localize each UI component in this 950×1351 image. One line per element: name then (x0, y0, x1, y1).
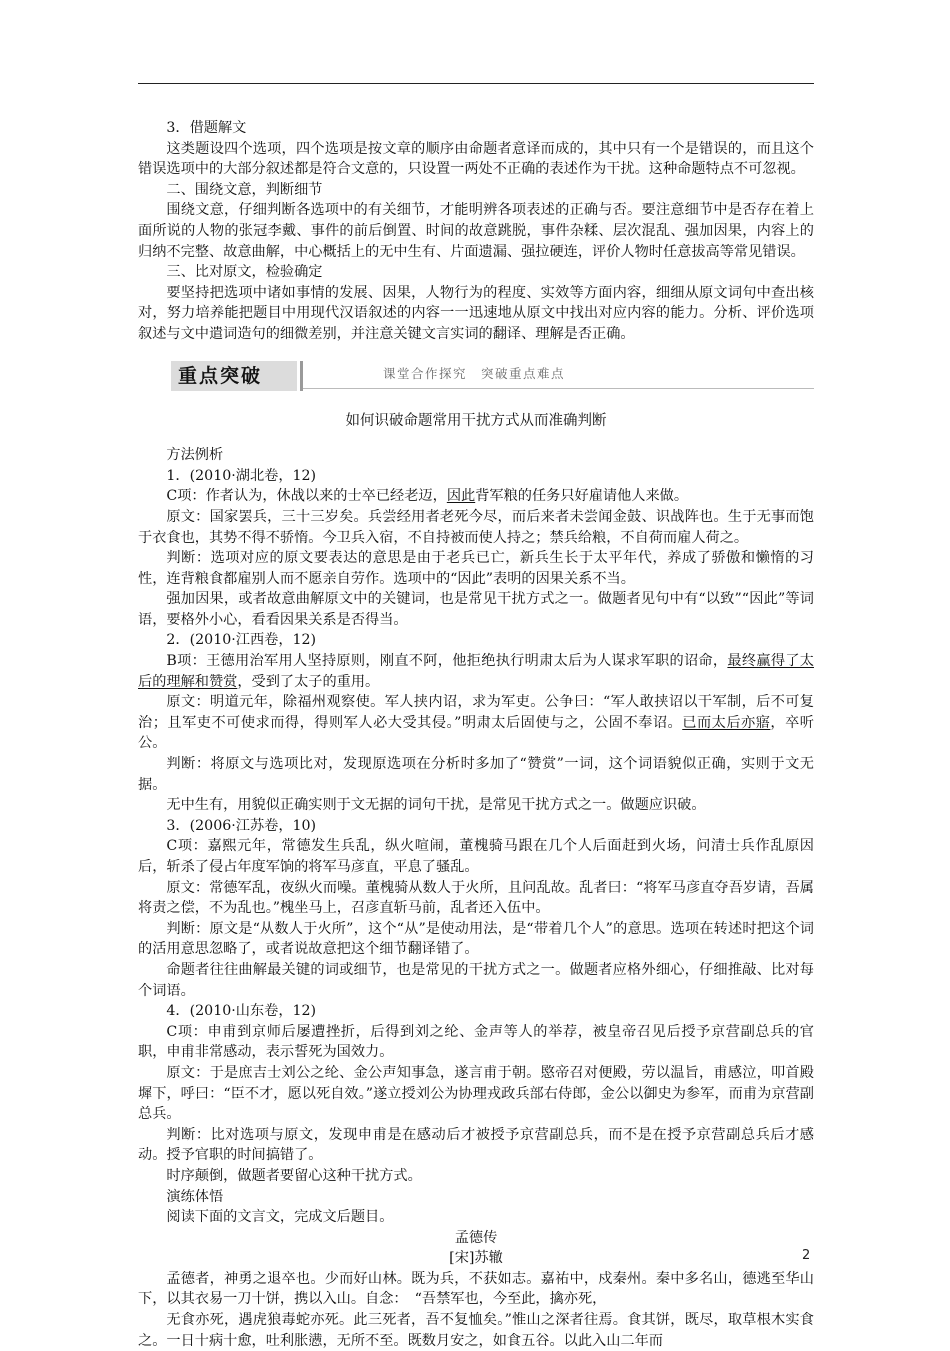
paragraph: 这类题设四个选项，四个选项是按文章的顺序由命题者意译而成的，其中只有一个是错误的，而且这个错误选项中的大部分叙述都是符合文意的，只设置一两处不正确的表述作为干扰。这种命题特点不可忽视。 (138, 140, 814, 178)
option-statement: C项：嘉熙元年，常德发生兵乱，纵火喧闹，董槐骑马跟在几个人后面赶到火场，问清士兵作乱原因后，斩杀了侵占年度军饷的将军马彦直，平息了骚乱。 (138, 838, 814, 875)
judgement: 判断：原文是“从数人于火所”，这个“从”是使动用法，是“带着几个人”的意思。选项在转述时把这个词的活用意思忽略了，或者说故意把这个细节翻译错了。 (138, 920, 814, 958)
banner-title: 重点突破 (178, 364, 263, 387)
passage-author: [宋]苏辙 (449, 1250, 503, 1267)
option-statement: C项：申甫到京师后屡遭挫折，后得到刘之纶、金声等人的举荐，被皇帝召见后授予京营副总兵的官职，申甫非常感动，表示誓死为国效力。 (138, 1023, 814, 1061)
subheading-compare: 三、比对原文，检验确定 (166, 264, 323, 281)
banner-underline (303, 388, 814, 389)
judgement: 判断：比对选项与原文，发现申甫是在感动后才被授予京营副总兵，而不是在授予京营副总兵后才感动。授予官职的时间搞错了。 (138, 1126, 814, 1164)
underlined-phrase: 已而太后亦寤 (682, 714, 771, 731)
example-heading: 2．(2010·江西卷，12) (166, 632, 317, 649)
practice-label: 演练体悟 (166, 1188, 224, 1205)
header-rule (138, 83, 814, 84)
tip: 强加因果，或者故意曲解原文中的关键词，也是常见干扰方式之一。做题者见句中有“以致”“因此”等词语，要格外小心，看看因果关系是否得当。 (138, 591, 814, 628)
subheading-detail: 二、围绕文意，判断细节 (166, 181, 323, 198)
option-statement: B项：王德用治军用人坚持原则，刚直不阿，他拒绝执行明肃太后为人谋求军职的诏命，最终赢得了太后的理解和赞赏，受到了太子的重用。 (138, 653, 814, 690)
original-text: 原文：常德军乱，夜纵火而噪。董槐骑从数人于火所，且问乱故。乱者曰：“将军马彦直夺吾岁请，吾属将责之偿，不为乱也。”槐坐马上，召彦直斩马前，乱者还入伍中。 (138, 879, 814, 917)
paragraph: 要坚持把选项中诸如事情的发展、因果，人物行为的程度、实效等方面内容，细细从原文词句中查出核对，努力培养能把题目中用现代汉语叙述的内容一一迅速地从原文中找出对应内容的能力。分析、评价选项叙述与文中遣词造句的细微差别，并注意关键文言实词的翻译、理解是否正确。 (138, 284, 814, 342)
practice-instruction: 阅读下面的文言文，完成文后题目。 (166, 1209, 394, 1226)
banner-subtitle: 课堂合作探究 突破重点难点 (383, 365, 566, 381)
judgement: 判断：将原文与选项比对，发现原选项在分析时多加了“赞赏”一词，这个词语貌似正确，实则于文无据。 (138, 756, 814, 793)
tip: 无中生有，用貌似正确实则于文无据的词句干扰，是常见干扰方式之一。做题应识破。 (166, 797, 706, 814)
paragraph: 围绕文意，仔细判断各选项中的有关细节，才能明辨各项表述的正确与否。要注意细节中是否存在着上面所说的人物的张冠李戴、事件的前后倒置、时间的故意跳脱，事件杂糅、层次混乱、强加因果，内容上的归纳不完整、故意曲解，中心概括上的无中生有、片面遗漏、强拉硬连，评价人物时任意拔高等常见错误。 (138, 202, 814, 260)
subheading-borrow: 3．借题解文 (166, 120, 247, 136)
option-statement: C项：作者认为，休战以来的士卒已经老迈，因此背军粮的任务只好雇请他人来做。 (166, 488, 689, 505)
tip: 命题者往往曲解最关键的词或细节，也是常见的干扰方式之一。做题者应格外细心，仔细推敲、比对每个词语。 (138, 961, 814, 999)
underlined-phrase: 因此 (446, 488, 476, 505)
passage-paragraph: 无食亦死，遇虎狼毒蛇亦死。此三死者，吾不复恤矣。”惟山之深者往焉。食其饼，既尽，取草根木实食之。一日十病十愈，吐利胀懑，无所不至。既数月安之，如食五谷。以此入山二年而 (138, 1312, 814, 1349)
original-text: 原文：国家罢兵，三十三岁矣。兵尝经用者老死今尽，而后来者未尝闻金鼓、识战阵也。生于无事而饱于衣食也，其势不得不骄惰。今卫兵入宿，不自持被而使人持之；禁兵给粮，不自荷而雇人荷之。 (138, 508, 814, 546)
passage-paragraph: 孟德者，神勇之退卒也。少而好山林。既为兵，不获如志。嘉祐中，戍秦州。秦中多名山，德逃至华山下，以其衣易一刀十饼，携以入山。自念： “吾禁军也，今至此，擒亦死， (138, 1270, 814, 1308)
page-number: 2 (802, 1248, 811, 1263)
original-text: 原文：于是庶吉士刘公之纶、金公声知事急，遂言甫于朝。愍帝召对便殿，劳以温旨，甫感泣，叩首殿墀下，呼曰：“臣不才，愿以死自效。”遂立授刘公为协理戎政兵部右侍郎，金公以御史为参军，而甫为京营副总兵。 (138, 1064, 814, 1123)
tip: 时序颠倒，做题者要留心这种干扰方式。 (166, 1167, 422, 1184)
example-heading: 3．(2006·江苏卷，10) (166, 817, 317, 834)
page-content (138, 118, 814, 1351)
passage-title: 孟德传 (454, 1229, 498, 1246)
underlined-phrase: 最终赢得了太后的理解和赞赏 (138, 653, 814, 690)
example-heading: 4．(2010·山东卷，12) (166, 1003, 317, 1020)
banner-divider (300, 361, 303, 391)
original-text: 原文：明道元年，除福州观察使。军人挟内诏，求为军吏。公争曰：“军人敢挟诏以干军制，后不可复治；且军吏不可使求而得，得则军人必大受其侵。”明肃太后固使与之，公固不奉诏。已而太后亦寤，卒听公。 (138, 694, 814, 752)
section-title: 如何识破命题常用干扰方式从而准确判断 (345, 412, 607, 429)
method-label: 方法例析 (166, 447, 224, 464)
judgement: 判断：选项对应的原文要表达的意思是由于老兵已亡，新兵生长于太平年代，养成了骄傲和懒惰的习性，连背粮食都雇别人而不愿亲自劳作。选项中的“因此”表明的因果关系不当。 (138, 550, 814, 587)
section-banner (138, 358, 814, 394)
example-heading: 1．(2010·湖北卷，12) (166, 467, 317, 484)
